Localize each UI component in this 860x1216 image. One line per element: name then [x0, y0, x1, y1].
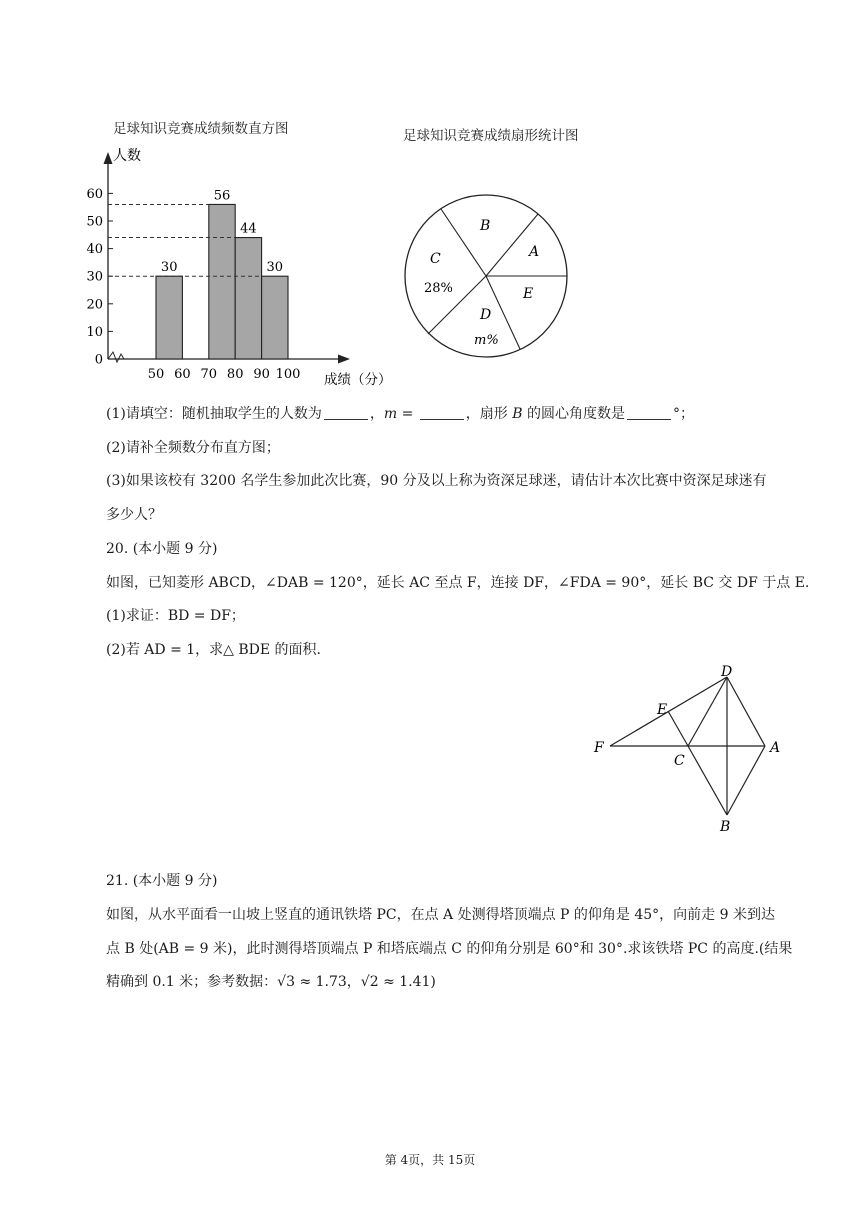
point-label-d: D: [721, 664, 733, 680]
histogram-bar: [209, 204, 235, 359]
bar-data-label: 30: [266, 260, 284, 276]
pie-label-b: B: [480, 218, 491, 234]
y-tick-label: 30: [86, 269, 103, 285]
y-axis-arrow: [104, 152, 113, 164]
answer-blank-angle: [627, 405, 671, 420]
x-axis-arrow: [338, 355, 350, 364]
pie-label-c-percent: 28%: [424, 281, 453, 296]
y-axis-label: 人数: [113, 148, 141, 164]
histogram-chart: [70, 140, 400, 410]
q19-1-text-e: 的圆心角度数是: [526, 406, 625, 422]
page-footer: 第 4页，共 15页: [384, 1153, 476, 1167]
histogram-title: 足球知识竞赛成绩频数直方图: [113, 121, 289, 137]
question-20-part-2: (2)若 AD = 1，求△ BDE 的面积.: [106, 642, 322, 658]
y-tick-label: 20: [86, 297, 103, 313]
x-tick-label: 90: [253, 367, 270, 382]
q19-1-text-c: =: [397, 406, 418, 422]
question-21-line-2: 点 B 处(AB = 9 米)，此时测得塔顶端点 P 和塔底端点 C 的仰角分别是 60°和 30°.求该铁塔 PC 的高度.(结果: [106, 941, 793, 957]
question-20-heading: 20. (本小题 9 分): [106, 541, 218, 557]
q19-1-text-b: ，: [369, 406, 384, 422]
pie-label-d: D: [480, 307, 492, 323]
histogram-bar: [235, 238, 261, 359]
question-21-line-1: 如图，从水平面看一山坡上竖直的通讯铁塔 PC，在点 A 处测得塔顶端点 P 的仰角是 45°，向前走 9 米到达: [106, 907, 775, 923]
y-tick-label: 0: [94, 352, 103, 368]
point-label-a: A: [770, 740, 781, 756]
pie-label-c: C: [430, 251, 441, 267]
question-20-stem: 如图，已知菱形 ABCD，∠DAB = 120°，延长 AC 至点 F，连接 DF，∠FDA = 90°，延长 BC 交 DF 于点 E.: [106, 575, 810, 591]
question-19-part-2: (2)请补全频数分布直方图；: [106, 440, 280, 456]
bar-data-label: 44: [240, 221, 257, 237]
x-tick-label: 100: [275, 367, 301, 382]
question-19-part-3-line-2: 多少人？: [106, 507, 162, 523]
pie-label-e: E: [523, 286, 534, 302]
q19-1-text-f: °；: [672, 406, 694, 422]
answer-blank-count: [324, 405, 368, 420]
q19-1-text-d: ，扇形: [465, 406, 508, 422]
y-tick-label: 10: [86, 324, 103, 340]
question-19-part-3-line-1: (3)如果该校有 3200 名学生参加此次比赛，90 分及以上称为资深足球迷，请估计本次比赛中资深足球迷有: [106, 473, 767, 489]
point-label-f: F: [594, 740, 604, 756]
question-21-line-3: 精确到 0.1 米；参考数据：√3 ≈ 1.73，√2 ≈ 1.41): [106, 974, 436, 990]
point-label-b: B: [720, 819, 731, 835]
x-axis-label: 成绩（分）: [324, 372, 392, 388]
bar-data-label: 56: [213, 188, 231, 204]
axis-break: [108, 352, 124, 362]
rhombus-figure: [590, 664, 800, 844]
q19-1-var-m: m: [383, 406, 398, 422]
y-tick-label: 50: [86, 214, 103, 230]
y-tick-label: 60: [86, 186, 103, 202]
answer-blank-m: [420, 405, 464, 420]
pie-title: 足球知识竞赛成绩扇形统计图: [403, 128, 579, 144]
x-tick-label: 50: [147, 367, 165, 382]
point-label-e: E: [657, 702, 668, 718]
question-20-part-1: (1)求证：BD = DF；: [106, 608, 245, 624]
pie-chart: [396, 186, 576, 366]
bar-data-label: 30: [160, 260, 178, 276]
question-19-part-1: [106, 404, 786, 424]
question-21-heading: 21. (本小题 9 分): [106, 873, 218, 889]
x-tick-label: 70: [200, 367, 218, 382]
point-label-c: C: [674, 753, 685, 769]
y-tick-label: 40: [86, 242, 103, 258]
pie-label-d-percent: m%: [474, 333, 499, 348]
q19-1-var-b: B: [512, 406, 523, 422]
histogram-bar: [262, 276, 288, 359]
q19-1-text-a: (1)请填空：随机抽取学生的人数为: [106, 406, 322, 422]
histogram-bar: [156, 276, 182, 359]
pie-label-a: A: [529, 244, 540, 260]
x-tick-label: 80: [226, 367, 244, 382]
x-tick-label: 60: [174, 367, 191, 382]
